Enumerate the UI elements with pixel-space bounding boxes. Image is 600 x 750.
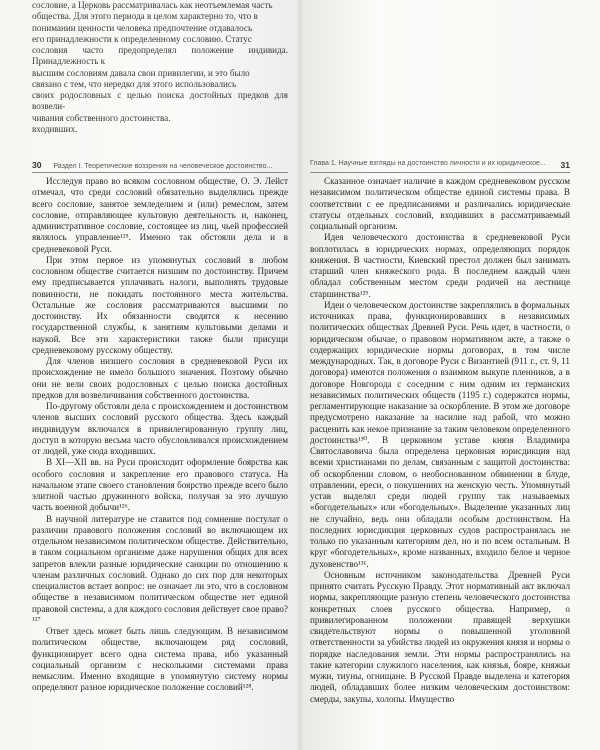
fragment-line: понимании ценности человека предпочтение отдавалось (32, 22, 253, 33)
fragment-line: сословие, а Церковь рассматривалась как неотъемлемая часть (32, 0, 273, 10)
header-rule-left (32, 172, 288, 173)
left-page-body (32, 176, 288, 694)
paragraph: Ответ здесь может быть лишь следующим. В независимом политическом обществе, включающем ряд сословий, функционирует всего одна система права, ибо указанный социальный организм с несколькими системами права немыслим. Именно входящие в упомянутую систему нормы определяют разное юридическое положение сословий¹²⁸. (32, 626, 288, 693)
right-page-body (310, 176, 570, 705)
page-number-right: 31 (560, 160, 570, 170)
page-number-left: 30 (32, 160, 42, 170)
fragment-line: общества. Для этого периода в целом характерно то, что в (32, 11, 258, 22)
paragraph: Идея человеческого достоинства в средневековой Руси воплотилась в юридических нормах, определяющих порядок княжения. В частности, Киевский престол должен был занимать старший член княжеского рода. В последнем каждый член обладал собственным местом среди родичей на лестнице старшинства¹²⁹. (310, 232, 570, 299)
paragraph: В научной литературе не ставится под сомнение постулат о различии правового положения сословий во включающем их отдельном независимом политическом обществе. Действительно, в таком социальном организме даже нарушения общих для всех запретов влекли разные юридические санкции по отношению к членам различных сословий. Однако до сих пор для некоторых специалистов встает вопрос: не означает ли это, что в сословном обществе в независимом политическом обществе нет единой правовой системы, а для каждого сословия действует свое право?¹²⁷ (32, 513, 288, 625)
paragraph: Идеи о человеческом достоинстве закреплялись в формальных источниках права, функционировавших в независимых политических обществах Древней Руси. Речь идет, в частности, о юридическом обычае, о правовом нормативном акте, а также о содержащих юридические нормы договорах, в том числе международных. Так, в договоре Руси с Византией (911 г., ст. 9, 11 договора) имеются положения о взаимном выкупе пленников, а в договоре Новгорода с соседним с ним одним из германских независимых политических обществ (1195 г.) содержатся нормы, регламентирующие наказание за оскорбление. В этом же договоре предусмотрено наказание за насилие над рабой, что можно расценить как некое признание за таким человеком определенного достоинства¹³⁰. В церковном уставе князя Владимира Святославовича была определена церковная юрисдикция над всеми христианами по делам, связанным с защитой достоинства: об оскорблении словом, о необоснованном обвинении в блуде, отравлении, ереси, о покушениях на женскую честь. Упомянутый устав выделял среди людей группу так называемых «богодетельных» или «богодельных». Выделение указанных лиц не случайно, ведь они обладали особым достоинством. На последних юрисдикция церковных судов распространялась не только по указанным категориям дел, но и по всем остальным. В круг «богодетельных», кроме названных, входило белое и черное духовенство¹³¹. (310, 299, 570, 569)
running-head-left: Раздел I. Теоретические воззрения на человеческое достоинство... (53, 163, 273, 170)
paragraph: Сказанное означает наличие в каждом средневековом русском независимом политическом обществе единой системы права. В соответствии с ее предписаниями и различались юридические статусы отдельных сословий, входивших в рассматриваемый социальный организм. (310, 176, 570, 231)
running-head-right: Глава 1. Научные взгляды на достоинство личности и их юридическое... (310, 160, 546, 167)
previous-page-fragment (32, 0, 288, 135)
paragraph: Исследуя право во всяком сословном обществе, О. Э. Лейст отмечал, что среди сословий обязательно выделялись прежде всего сословие, занятое земледелием и (или) ремеслом, затем сословие, отправляющее культовую деятельность и, наконец, административное сословие, состоящее из лиц, чьей профессией являлось управление¹²⁵. Именно так обстояли дела и в средневековой Руси. (32, 176, 288, 254)
left-running-header (32, 160, 290, 172)
fragment-line: связано с тем, что нередко для этого использовались (32, 78, 237, 89)
paragraph: В XI—XII вв. на Руси происходит оформление боярства как особого сословия и закрепление его правового статуса. На начальном этапе своего становления боярство прежде всего было элитной частью дружинного войска, получая за это лучшую часть военной добычи¹²⁶. (32, 457, 288, 513)
right-running-header (310, 160, 570, 172)
fragment-line: своих родословных с целью поиска достойных предков для возвели- (32, 90, 288, 112)
header-rule-right (310, 172, 570, 173)
paragraph: Основным источником законодательства Древней Руси принято считать Русскую Правду. Этот нормативный акт включал нормы, закрепляющие разную степень человеческого достоинства конкретных слоев русского общества. Например, о привилегированном положении правящей верхушки свидетельствуют нормы о повышенной уголовной ответственности за убийства людей из окружения князя и нормы о порядке наследования земли. Эти нормы распространялись на такие категории служилого населения, как князья, бояре, княжьи мужи, тиуны, огнищане. В Русской Правде выделена и категория людей, обладавших более низким человеческим достоинством: смерды, закупы, холопы. Имущество (310, 569, 570, 704)
fragment-line: его принадлежности к определенному сословию. Статус (32, 33, 252, 44)
paragraph: Для членов низшего сословия в средневековой Руси их происхождение не имело большого значения. Поэтому обычно они не вели своих родословных с целью поиска достойных предков для возвеличивания собственного достоинства. (32, 356, 288, 400)
fragment-line: входивших. (32, 123, 78, 134)
fragment-line: сословия часто предопределял положение индивида. Принадлежность к (32, 45, 288, 67)
fragment-line: высшим сословиям давала свои привилегии, и это было (32, 67, 250, 78)
book-gutter (297, 0, 303, 750)
paragraph: По-другому обстояли дела с происхождением и достоинством членов высших сословий русского общества. Здесь каждый индивидуум включался в привилегированную группу лиц, доступ в которую весьма часто обусловливался происхождением от людей, уже сюда входивших. (32, 401, 288, 456)
fragment-line: чивания собственного достоинства. (32, 112, 171, 123)
paragraph: При этом первое из упомянутых сословий в любом сословном обществе считается низшим по достоинству. Причем ему предписывается уплачивать налоги, выполнять трудовые повинности, не покидать постоянного места жительства. Остальные же сословия рассматриваются высшими по достоинству. Их обязанности сводятся к несению государственной службы, к занятиям культовыми делами и наукой. Все эти характеристики также были присущи средневековому русскому обществу. (32, 254, 288, 355)
